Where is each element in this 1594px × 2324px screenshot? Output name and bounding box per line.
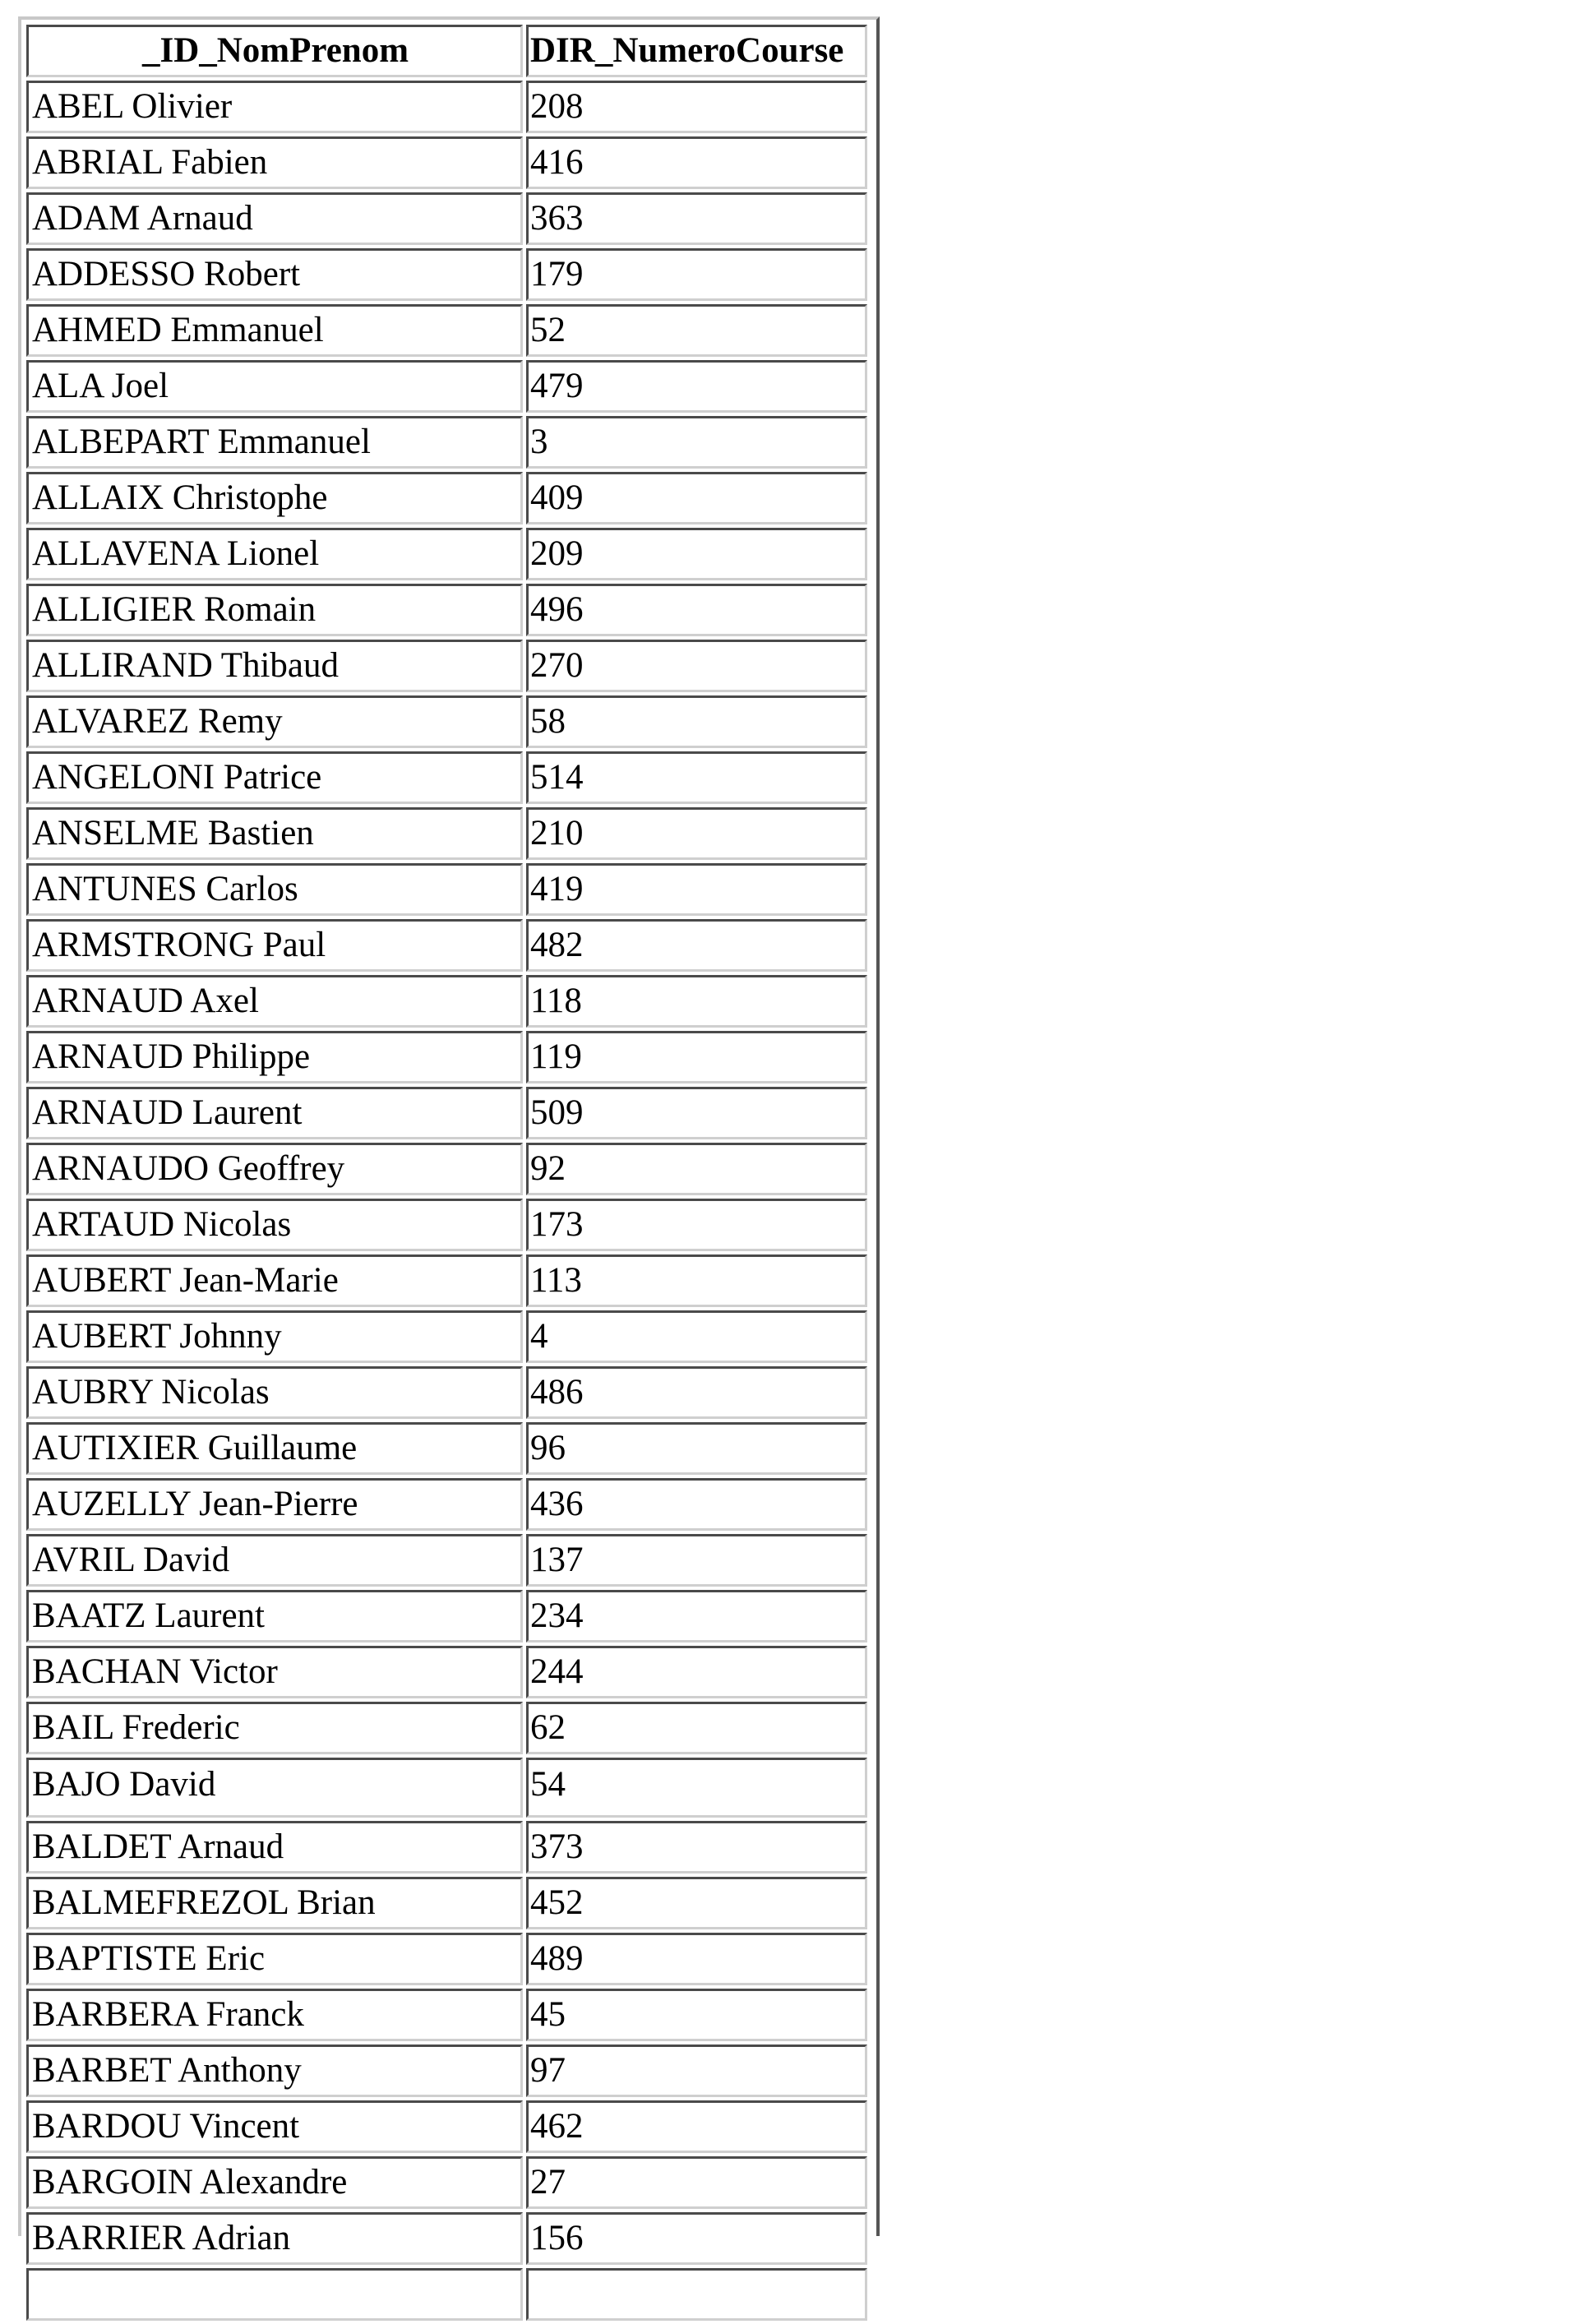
cell-name: ARTAUD Nicolas bbox=[26, 1199, 523, 1251]
cell-course-number: 113 bbox=[526, 1254, 867, 1307]
cell-name: ANSELME Bastien bbox=[26, 807, 523, 860]
cell-course-number: 54 bbox=[526, 1758, 867, 1818]
cell-name: ADAM Arnaud bbox=[26, 192, 523, 245]
cell-name: AUTIXIER Guillaume bbox=[26, 1422, 523, 1475]
cell-course-number: 97 bbox=[526, 2044, 867, 2097]
cell-course-number: 479 bbox=[526, 360, 867, 413]
table-row bbox=[26, 248, 867, 301]
cell-course-number: 137 bbox=[526, 1534, 867, 1587]
cell-name: BARBERA Franck bbox=[26, 1989, 523, 2041]
cell-name: ALA Joel bbox=[26, 360, 523, 413]
cell-name: ALLIGIER Romain bbox=[26, 584, 523, 636]
table-row bbox=[26, 975, 867, 1028]
cell-name: BAJO David bbox=[26, 1758, 523, 1818]
table-row bbox=[26, 1758, 867, 1818]
cell-course-number: 179 bbox=[526, 248, 867, 301]
cell-course-number: 58 bbox=[526, 695, 867, 748]
cell-course-number: 45 bbox=[526, 1989, 867, 2041]
cell-name: ANTUNES Carlos bbox=[26, 863, 523, 916]
table-frame bbox=[18, 16, 880, 2257]
cell-name: ALLAIX Christophe bbox=[26, 472, 523, 524]
cell-name: BAATZ Laurent bbox=[26, 1590, 523, 1643]
cell-course-number: 209 bbox=[526, 528, 867, 580]
cell-name: ADDESSO Robert bbox=[26, 248, 523, 301]
cell-name: BARDOU Vincent bbox=[26, 2100, 523, 2153]
cell-course-number: 486 bbox=[526, 1366, 867, 1419]
cell-course-number: 436 bbox=[526, 1478, 867, 1531]
cell-name: ARNAUD Laurent bbox=[26, 1087, 523, 1139]
table-row bbox=[26, 1087, 867, 1139]
cell-name: ARNAUD Axel bbox=[26, 975, 523, 1028]
cell-name bbox=[26, 2268, 523, 2321]
table-row bbox=[26, 1646, 867, 1698]
cell-course-number: 489 bbox=[526, 1933, 867, 1985]
table-row bbox=[26, 472, 867, 524]
table-row bbox=[26, 2268, 867, 2321]
table-row bbox=[26, 1143, 867, 1195]
cell-name: ANGELONI Patrice bbox=[26, 751, 523, 804]
cell-course-number: 244 bbox=[526, 1646, 867, 1698]
header-name: _ID_NomPrenom bbox=[26, 25, 523, 77]
table-row bbox=[26, 360, 867, 413]
cell-course-number bbox=[526, 2268, 867, 2321]
cell-course-number: 119 bbox=[526, 1031, 867, 1083]
cell-course-number: 3 bbox=[526, 416, 867, 469]
cell-name: BAIL Frederic bbox=[26, 1702, 523, 1754]
table-row bbox=[26, 695, 867, 748]
cell-course-number: 496 bbox=[526, 584, 867, 636]
cell-course-number: 363 bbox=[526, 192, 867, 245]
cell-name: ALBEPART Emmanuel bbox=[26, 416, 523, 469]
table-body bbox=[26, 81, 867, 2321]
cell-course-number: 173 bbox=[526, 1199, 867, 1251]
table-row bbox=[26, 136, 867, 189]
cell-name: ABEL Olivier bbox=[26, 81, 523, 133]
table-row bbox=[26, 807, 867, 860]
cell-course-number: 462 bbox=[526, 2100, 867, 2153]
cell-course-number: 373 bbox=[526, 1821, 867, 1874]
table-row bbox=[26, 1702, 867, 1754]
cell-course-number: 509 bbox=[526, 1087, 867, 1139]
cell-name: AUBRY Nicolas bbox=[26, 1366, 523, 1419]
table-row bbox=[26, 640, 867, 692]
cell-name: ABRIAL Fabien bbox=[26, 136, 523, 189]
table-row bbox=[26, 1989, 867, 2041]
table-row bbox=[26, 2100, 867, 2153]
cell-name: BARRIER Adrian bbox=[26, 2212, 523, 2265]
table-row bbox=[26, 1422, 867, 1475]
cell-course-number: 416 bbox=[526, 136, 867, 189]
cell-course-number: 156 bbox=[526, 2212, 867, 2265]
table-row bbox=[26, 1590, 867, 1643]
cell-course-number: 118 bbox=[526, 975, 867, 1028]
table-row bbox=[26, 863, 867, 916]
cell-name: BAPTISTE Eric bbox=[26, 1933, 523, 1985]
cell-course-number: 62 bbox=[526, 1702, 867, 1754]
header-row bbox=[26, 25, 867, 77]
table-row bbox=[26, 1199, 867, 1251]
header-course-number: DIR_NumeroCourse bbox=[526, 25, 867, 77]
table-row bbox=[26, 1877, 867, 1929]
table-row bbox=[26, 1821, 867, 1874]
cell-name: ALLIRAND Thibaud bbox=[26, 640, 523, 692]
cell-course-number: 4 bbox=[526, 1310, 867, 1363]
table-row bbox=[26, 528, 867, 580]
cell-name: BARGOIN Alexandre bbox=[26, 2156, 523, 2209]
cell-course-number: 96 bbox=[526, 1422, 867, 1475]
cell-name: ALLAVENA Lionel bbox=[26, 528, 523, 580]
table-row bbox=[26, 584, 867, 636]
table-row bbox=[26, 1478, 867, 1531]
cell-course-number: 210 bbox=[526, 807, 867, 860]
cell-name: BACHAN Victor bbox=[26, 1646, 523, 1698]
cell-name: AUBERT Johnny bbox=[26, 1310, 523, 1363]
data-table bbox=[23, 21, 871, 2324]
cell-course-number: 27 bbox=[526, 2156, 867, 2209]
table-row bbox=[26, 2044, 867, 2097]
table-row bbox=[26, 1534, 867, 1587]
cell-course-number: 452 bbox=[526, 1877, 867, 1929]
cell-course-number: 234 bbox=[526, 1590, 867, 1643]
cell-name: ARNAUDO Geoffrey bbox=[26, 1143, 523, 1195]
table-row bbox=[26, 1254, 867, 1307]
cell-name: AUBERT Jean-Marie bbox=[26, 1254, 523, 1307]
cell-name: BARBET Anthony bbox=[26, 2044, 523, 2097]
cell-name: ARNAUD Philippe bbox=[26, 1031, 523, 1083]
table-row bbox=[26, 919, 867, 972]
cell-name: ALVAREZ Remy bbox=[26, 695, 523, 748]
table-row bbox=[26, 1366, 867, 1419]
table-row bbox=[26, 2212, 867, 2265]
table-row bbox=[26, 1310, 867, 1363]
cell-course-number: 409 bbox=[526, 472, 867, 524]
cell-course-number: 482 bbox=[526, 919, 867, 972]
table-row bbox=[26, 1933, 867, 1985]
cell-course-number: 514 bbox=[526, 751, 867, 804]
cell-course-number: 419 bbox=[526, 863, 867, 916]
cell-course-number: 208 bbox=[526, 81, 867, 133]
table-row bbox=[26, 192, 867, 245]
cell-name: AVRIL David bbox=[26, 1534, 523, 1587]
table-row bbox=[26, 416, 867, 469]
table-row bbox=[26, 304, 867, 357]
cell-course-number: 270 bbox=[526, 640, 867, 692]
cell-name: AHMED Emmanuel bbox=[26, 304, 523, 357]
cell-name: AUZELLY Jean-Pierre bbox=[26, 1478, 523, 1531]
cell-course-number: 52 bbox=[526, 304, 867, 357]
table-row bbox=[26, 1031, 867, 1083]
table-row bbox=[26, 2156, 867, 2209]
table-row bbox=[26, 81, 867, 133]
cell-course-number: 92 bbox=[526, 1143, 867, 1195]
cell-name: ARMSTRONG Paul bbox=[26, 919, 523, 972]
cell-name: BALMEFREZOL Brian bbox=[26, 1877, 523, 1929]
table-row bbox=[26, 751, 867, 804]
cell-name: BALDET Arnaud bbox=[26, 1821, 523, 1874]
